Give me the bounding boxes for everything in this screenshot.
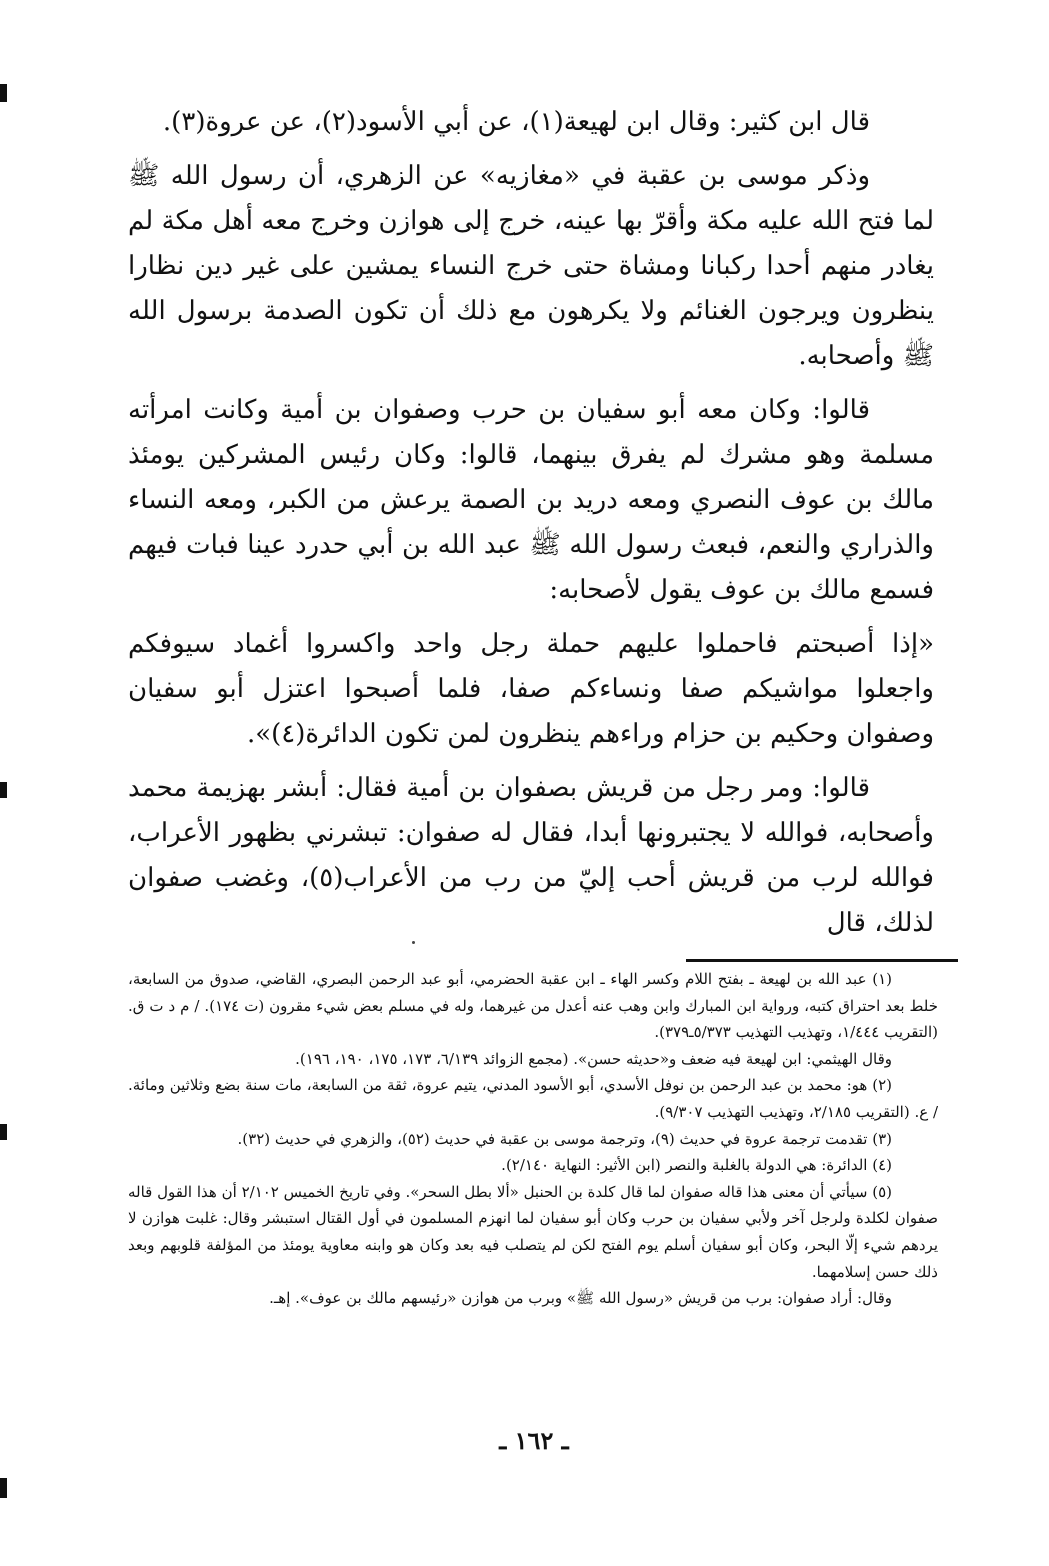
body-paragraph-2: وذكر موسى بن عقبة في «مغازيه» عن الزهري، أن رسول الله ﷺ لما فتح الله عليه مكة وأقرّ بها عينه، خرج إلى هوازن وخرج معه أهل مكة لم يغادر منهم أحدا ركبانا ومشاة حتى خرج النساء يمشين على غير دين نظارا ينظرون ويرجون الغنائم ولا يكرهون مع ذلك أن تكون الصدمة برسول الله ﷺ وأصحابه. [128, 161, 934, 371]
scan-edge-mark-top [0, 84, 7, 102]
body-paragraph-3: قالوا: وكان معه أبو سفيان بن حرب وصفوان بن أمية وكانت امرأته مسلمة وهو مشرك لم يفرق بينهما، قالوا: وكان رئيس المشركين يومئذ مالك بن عوف النصري ومعه دريد بن الصمة يرعش من الكبر، ومعه النساء والذراري والنعم، فبعث رسول الله ﷺ عبد الله بن أبي حدرد عينا فبات فيهم فسمع مالك بن عوف يقول لأصحابه: [128, 395, 934, 605]
scan-edge-mark-bottom [0, 1478, 7, 1498]
footnote-separator [686, 959, 958, 962]
body-paragraph-1: قال ابن كثير: وقال ابن لهيعة(١)، عن أبي الأسود(٢)، عن عروة(٣). [162, 107, 870, 137]
footnote-4: (٤) الدائرة: هي الدولة بالغلبة والنصر (ابن الأثير: النهاية ٢/١٤٠). [501, 1156, 892, 1175]
body-paragraph-4-quote: «إذا أصبحتم فاحملوا عليهم حملة رجل واحد واكسروا أغماد سيوفكم واجعلوا مواشيكم صفا ونساءكم صفا، فلما أصبحوا اعتزل أبو سفيان وصفوان وحكيم بن حزام وراءهم ينظرون لمن تكون الدائرة(٤)». [128, 629, 934, 749]
scan-edge-mark-middle [0, 782, 7, 798]
footnotes-section [128, 966, 938, 1312]
footnote-1-continued: وقال الهيثمي: ابن لهيعة فيه ضعف و«حديثه حسن». (مجمع الزوائد ٦/١٣٩، ١٧٣، ١٧٥، ١٩٠، ١٩٦). [295, 1049, 892, 1068]
footnote-5: (٥) سيأتي أن معنى هذا قاله صفوان لما قال كلدة بن الحنبل «ألا بطل السحر». وفي تاريخ الخميس ٢/١٠٢ أن هذا القول قاله صفوان لكلدة ولرجل آخر ولأبي سفيان بن حرب وكان أبو سفيان لما انهزم المسلمون في أول القتال استبشر وقال: غلبت هوازن لا يردهم شيء إلّا البحر، وكان أبو سفيان أسلم يوم الفتح لكن لم يتصلب فيه بعد وكان هو وابنه معاوية يومئذ من المؤلفة قلوبهم وبعد ذلك حسن إسلامهما. [128, 1182, 938, 1281]
scan-dot [412, 941, 415, 944]
footnote-5-continued: وقال: أراد صفوان: برب من قريش «رسول الله ﷺ» وبرب من هوازن «رئيسهم مالك بن عوف». إهـ. [269, 1289, 892, 1308]
main-body-text [128, 100, 934, 946]
page-number: ـ ١٦٢ ـ [499, 1426, 569, 1455]
body-paragraph-5: قالوا: ومر رجل من قريش بصفوان بن أمية فقال: أبشر بهزيمة محمد وأصحابه، فوالله لا يجتبرونها أبدا، فقال له صفوان: تبشرني بظهور الأعراب، فوالله لرب من قريش أحب إليّ من رب من الأعراب(٥)، وغضب صفوان لذلك، قال [128, 773, 934, 938]
footnote-2: (٢) هو: محمد بن عبد الرحمن بن نوفل الأسدي، أبو الأسود المدني، يتيم عروة، ثقة من السابعة، مات سنة بضع وثلاثين ومائة. / ع. (التقريب ٢/١٨٥، وتهذيب التهذيب ٩/٣٠٧). [128, 1076, 938, 1121]
footnote-1: (١) عبد الله بن لهيعة ـ بفتح اللام وكسر الهاء ـ ابن عقبة الحضرمي، أبو عبد الرحمن البصري، القاضي، صدوق من السابعة، خلط بعد احتراق كتبه، ورواية ابن المبارك وابن وهب عنه أعدل من غيرهما، وله في مسلم بعض شيء مقرون (ت ١٧٤). / م د ت ق. (التقريب ١/٤٤٤، وتهذيب التهذيب ٥/٣٧٣ـ٣٧٩). [128, 970, 938, 1042]
scan-edge-mark-lower [0, 1124, 7, 1140]
footnote-3: (٣) تقدمت ترجمة عروة في حديث (٩)، وترجمة موسى بن عقبة في حديث (٥٢)، والزهري في حديث (٣٢). [237, 1129, 892, 1148]
